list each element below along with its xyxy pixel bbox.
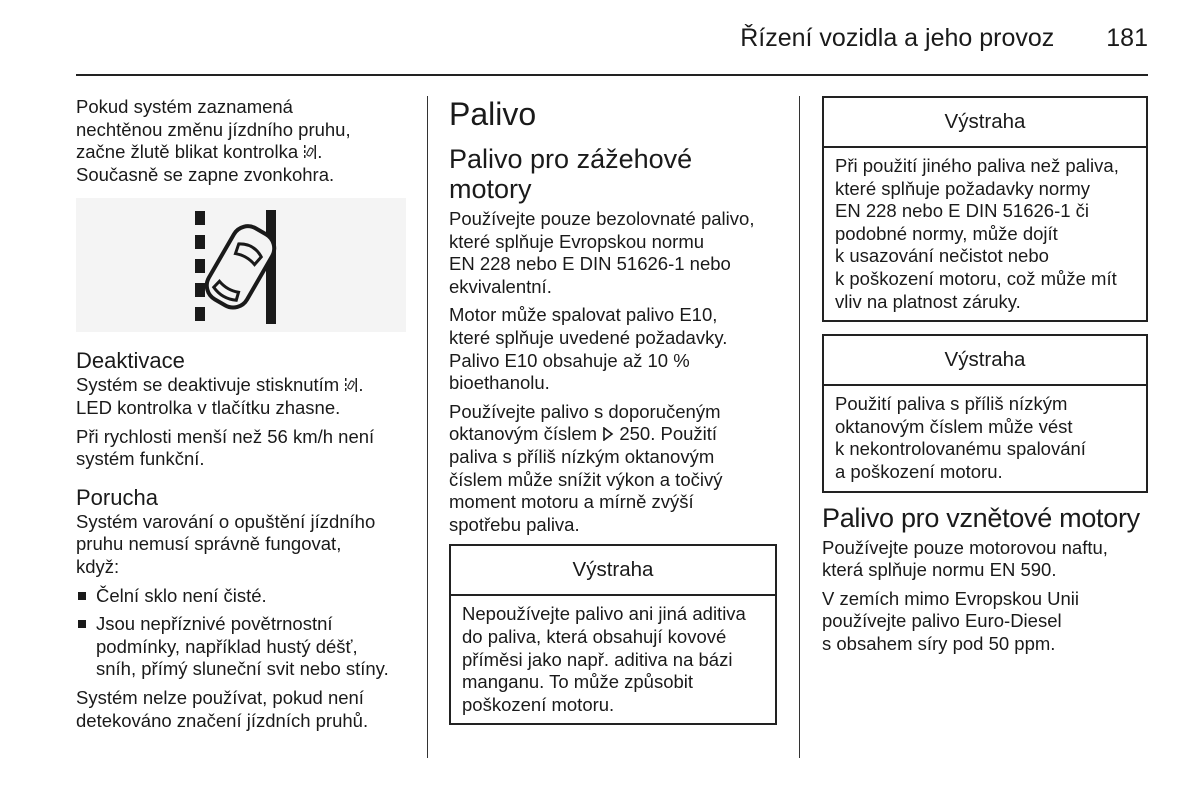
warning-box-octane [822, 334, 1148, 492]
paragraph: V zemích mimo Evropskou Unii používejte palivo Euro-Diesel s obsahem síry pod 50 ppm. [822, 587, 1080, 654]
heading-deaktivace: Deaktivace [76, 348, 185, 374]
header-rule [76, 74, 1148, 76]
heading-palivo: Palivo [449, 96, 537, 132]
section-porucha [76, 485, 406, 732]
paragraph: Při rychlosti menší než 56 km/h není systém funkční. [76, 425, 375, 470]
lane-departure-icon [303, 144, 317, 160]
warning-body: Použití paliva s příliš nízkým oktanovým číslem může vést k nekontrolovanému spalování a poškození motoru. [835, 393, 1086, 482]
heading-palivo-zazehove: Palivo pro zážehové motory [449, 144, 693, 204]
paragraph: Systém nelze používat, pokud není detekováno značení jízdních pruhů. [76, 686, 369, 731]
square-bullet-icon [78, 592, 86, 600]
intro-paragraph: Pokud systém zaznamená nechtěnou změnu jízdního pruhu, začne žlutě blikat kontrolka . Současně se zapne zvonkohra. [76, 96, 351, 185]
paragraph: Používejte palivo s doporučeným oktanovým číslem 250. Použití paliva s příliš nízkým oktanovým číslem může snížit výkon a točivý moment motoru a mírně zvýší spotřebu paliva. [449, 400, 723, 535]
warning-body: Nepoužívejte palivo ani jiná aditiva do paliva, která obsahují kovové příměsi jako např. aditiva na bázi manganu. To může způsobit poškození motoru. [462, 603, 746, 715]
bullet-item: Čelní sklo není čisté. [76, 585, 406, 608]
column-2 [449, 96, 779, 725]
paragraph: Systém varování o opuštění jízdního pruhu nemusí správně fungovat, když: [76, 510, 376, 577]
paragraph: Používejte pouze bezolovnaté palivo, které splňuje Evropskou normu EN 228 nebo E DIN 51626-1 nebo ekvivalentní. [449, 208, 755, 297]
warning-title: Výstraha [451, 546, 775, 596]
paragraph: Motor může spalovat palivo E10, které splňuje uvedené požadavky. Palivo E10 obsahuje až 10 % bioethanolu. [449, 304, 728, 394]
warning-title: Výstraha [824, 336, 1146, 386]
column-3 [822, 96, 1152, 662]
warning-box-additives [449, 544, 777, 725]
heading-palivo-vznetove: Palivo pro vznětové motory [822, 502, 1140, 533]
paragraph: Systém se deaktivuje stisknutím . LED kontrolka v tlačítku zhasne. [76, 374, 364, 418]
heading-porucha: Porucha [76, 484, 158, 510]
square-bullet-icon [78, 620, 86, 628]
paragraph: Používejte pouze motorovou naftu, která splňuje normu EN 590. [822, 536, 1108, 581]
bullet-item: Jsou nepříznivé povětrnostní podmínky, například hustý déšť, sníh, přímý sluneční svit nebo stíny. [76, 613, 406, 681]
reference-arrow-icon[interactable] [602, 427, 614, 441]
warning-body: Při použití jiného paliva než paliva, které splňuje požadavky normy EN 228 nebo E DIN 51626-1 či podobné normy, může dojít k usazování nečistot nebo k poškození motoru, což může mít vliv na platnost záruky. [835, 155, 1119, 312]
lane-departure-figure-icon [76, 198, 406, 332]
section-deaktivace [76, 348, 406, 470]
lane-departure-icon [344, 377, 358, 393]
warning-box-fuel-standard [822, 96, 1148, 322]
chapter-title: Řízení vozidla a jeho provoz [740, 24, 1055, 52]
page-number: 181 [1106, 24, 1148, 52]
column-divider-1 [427, 96, 428, 758]
lane-departure-illustration [76, 198, 406, 332]
warning-title: Výstraha [824, 98, 1146, 148]
column-1 [76, 96, 406, 738]
page-header [740, 24, 1148, 53]
column-divider-2 [799, 96, 800, 758]
